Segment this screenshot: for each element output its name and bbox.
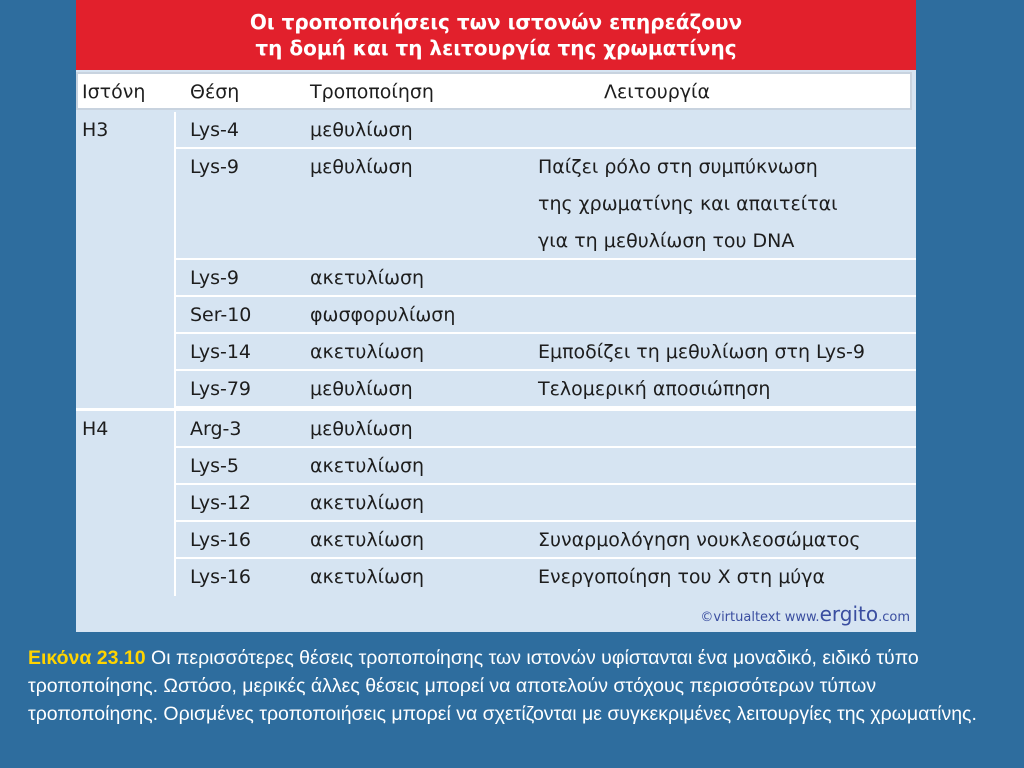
cell-modification: ακετυλίωση xyxy=(310,267,425,289)
table-row xyxy=(176,371,916,408)
cell-modification: φωσφορυλίωση xyxy=(310,304,456,326)
table-row xyxy=(176,448,916,485)
cell-position: Lys-16 xyxy=(190,566,252,588)
cell-modification: ακετυλίωση xyxy=(310,529,425,551)
cell-function: Συναρμολόγηση νουκλεοσώματος xyxy=(538,529,861,551)
credit-suffix: .com xyxy=(878,610,910,625)
table-row xyxy=(176,297,916,334)
cell-position: Lys-5 xyxy=(190,455,239,477)
cell-function: Παίζει ρόλο στη συμπύκνωση της χρωματίνης και απαιτείται για τη μεθυλίωση του DNA xyxy=(538,156,838,252)
cell-position: Lys-9 xyxy=(190,267,239,289)
header-histone: Ιστόνη xyxy=(82,81,146,103)
cell-position: Lys-9 xyxy=(190,156,239,178)
histone-label: H4 xyxy=(82,418,109,440)
table-row xyxy=(176,260,916,297)
table-row xyxy=(176,149,916,260)
table-row xyxy=(176,334,916,371)
cell-modification: ακετυλίωση xyxy=(310,566,425,588)
cell-modification: ακετυλίωση xyxy=(310,492,425,514)
table-row xyxy=(176,112,916,149)
credit-prefix: ©virtualtext www. xyxy=(700,610,820,625)
table-body xyxy=(76,112,916,596)
table-row xyxy=(176,485,916,522)
cell-function: Ενεργοποίηση του X στη μύγα xyxy=(538,566,826,588)
cell-position: Lys-79 xyxy=(190,378,252,400)
cell-function: Τελομερική αποσιώπηση xyxy=(538,378,771,400)
credit-brand: ergito xyxy=(819,602,879,626)
table-row xyxy=(176,411,916,448)
cell-position: Ser-10 xyxy=(190,304,252,326)
histone-group xyxy=(76,112,916,408)
cell-position: Lys-14 xyxy=(190,341,252,363)
caption-text: Οι περισσότερες θέσεις τροποποίησης των ιστονών υφίστανται ένα μοναδικό, ειδικό τύπο τροποποίησης. Ωστόσο, μερικές άλλες θέσεις μπορεί να αποτελούν στόχους περισσότερων τύπων τροποποίησης. Ορισμένες τροποποιήσεις μπορεί να σχετίζονται με συγκεκριμένες λειτουργίες της χρωματίνης. xyxy=(28,647,977,725)
cell-function: Εμποδίζει τη μεθυλίωση στη Lys-9 xyxy=(538,341,865,363)
header-function: Λειτουργία xyxy=(604,81,711,103)
cell-modification: ακετυλίωση xyxy=(310,455,425,477)
table-header xyxy=(76,72,912,110)
cell-position: Arg-3 xyxy=(190,418,242,440)
histone-modification-figure xyxy=(76,0,916,632)
cell-modification: μεθυλίωση xyxy=(310,378,413,400)
header-modification: Τροποποίηση xyxy=(310,81,434,103)
cell-modification: μεθυλίωση xyxy=(310,156,413,178)
caption-label: Εικόνα 23.10 xyxy=(28,647,146,669)
figure-title-line1: Οι τροποποιήσεις των ιστονών επηρεάζουν xyxy=(249,10,743,34)
figure-caption xyxy=(28,644,998,728)
histone-label: H3 xyxy=(82,119,109,141)
cell-modification: μεθυλίωση xyxy=(310,119,413,141)
table-row xyxy=(176,559,916,596)
figure-title xyxy=(76,0,916,70)
figure-title-line2: τη δομή και τη λειτουργία της χρωματίνης xyxy=(255,36,737,60)
cell-position: Lys-12 xyxy=(190,492,252,514)
histone-group xyxy=(76,411,916,596)
cell-modification: ακετυλίωση xyxy=(310,341,425,363)
credit-line xyxy=(700,602,910,626)
table-row xyxy=(176,522,916,559)
cell-position: Lys-16 xyxy=(190,529,252,551)
cell-modification: μεθυλίωση xyxy=(310,418,413,440)
cell-position: Lys-4 xyxy=(190,119,239,141)
header-position: Θέση xyxy=(190,81,240,103)
